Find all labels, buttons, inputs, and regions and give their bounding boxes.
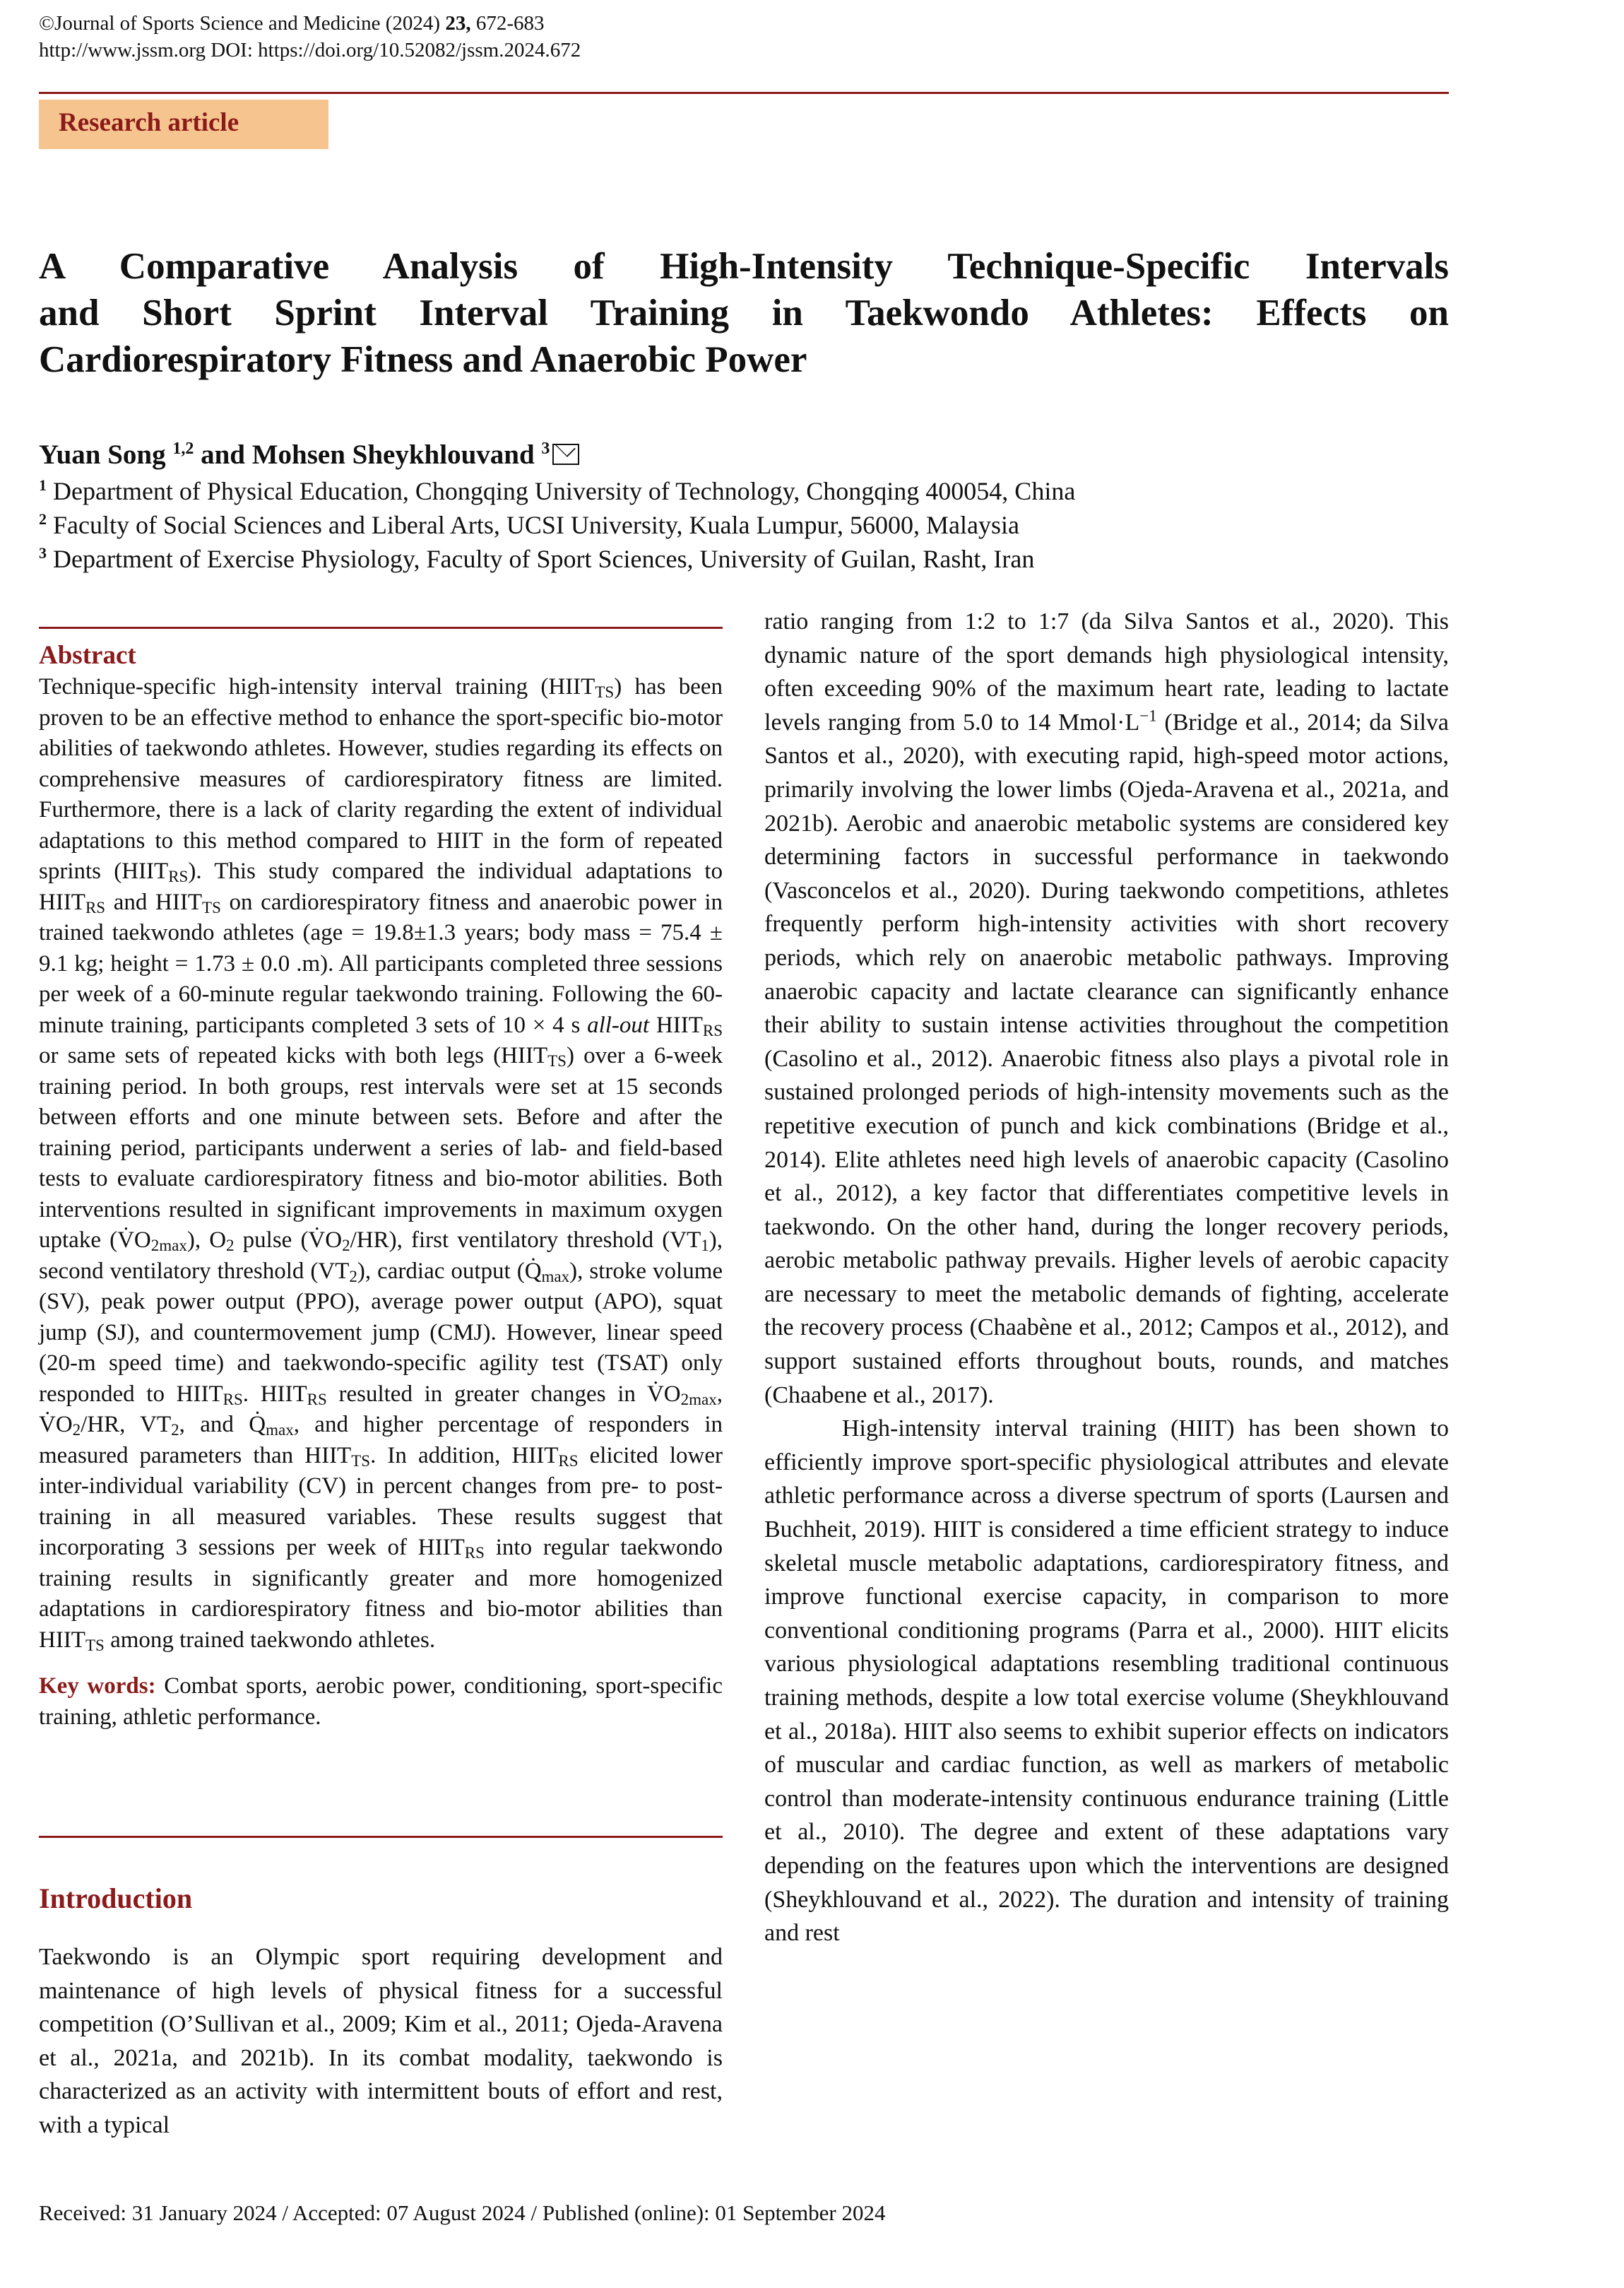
introduction-paragraph-1: Taekwondo is an Olympic sport requiring development and maintenance of high levels of physical fitness for a successful competition (O’Sullivan et al., 2009; Kim et al., 2011; Ojeda-Aravena et al., 2021a, and 2021b). In its combat modality, taekwondo is characterized as an activity with intermittent bouts of effort and rest, with a typical (39, 1944, 723, 2138)
author-1: Yuan Song (39, 440, 173, 470)
affiliation-3-num: 3 (39, 544, 47, 562)
left-column (39, 639, 723, 1733)
keywords-text: Combat sports, aerobic power, conditioning, sport-specific training, athletic performance. (39, 1673, 723, 1730)
journal-volume: 23, (445, 12, 471, 35)
publication-dates: Received: 31 January 2024 / Accepted: 07 August 2024 / Published (online): 01 September 2024 (39, 2200, 886, 2225)
journal-pages: 672-683 (470, 12, 545, 35)
journal-citation: ©Journal of Sports Science and Medicine (2024) (39, 12, 446, 35)
title-line-1: A Comparative Analysis of High-Intensity Technique-Specific Intervals (39, 246, 1449, 287)
article-type-label: Research article (59, 108, 239, 137)
abstract-body: Technique-specific high-intensity interval training $(HIIT_{TS})$ has been proven to be an effective method to enhance the sport-specific bio-motor abilities of taekwondo athletes. However, studies regarding its effects on comprehensive measures of cardiorespiratory fitness are limited. Furthermore, there is a lack of clarity regarding the extent of individual adaptations to this method compared to HIIT in the form of repeated sprints $(HIIT_{RS})$. This study compared the individual adaptations to $HIIT_{RS}$ and $HIIT_{TS}$ on cardiorespiratory fitness and anaerobic power in trained taekwondo athletes (age = 19.8±1.3 years; body mass = 75.4 ± 9.1 kg; height = 1.73 ± 0.0 .m). All participants completed three sessions per week of a 60-minute regular taekwondo training. Following the 60-minute training, participants completed 3 sets of 10 × 4 s all-out $HIIT_{RS}$ or same sets of repeated kicks with both legs $(HIIT_{TS})$ over a 6-week training period. In both groups, rest intervals were set at 15 seconds between efforts and one minute between sets. Before and after the training period, participants underwent a series of lab- and field-based tests to evaluate cardiorespiratory fitness and bio-motor abilities. Both interventions resulted in significant improvements in maximum oxygen uptake $(V̇O_{2max})$, $O_2$ pulse $(V̇O_2/HR)$, first ventilatory threshold $(VT_1)$, second ventilatory threshold $(VT_2)$, cardiac output $(Q̇_{max})$, stroke volume (SV), peak power output (PPO), average power output (APO), squat jump (SJ), and countermovement jump (CMJ). However, linear speed (20-m speed time) and taekwondo-specific agility test (TSAT) only responded to $HIIT_{RS}$. $HIIT_{RS}$ resulted in greater changes in $V̇O_{2max}$, $V̇O_2/HR$, $VT_2$, and $Q̇_{max}$, and higher percentage of responders in measured parameters than $HIIT_{TS}$. In addition, $HIIT_{RS}$ elicited lower inter-individual variability (CV) in percent changes from pre- to post-training in all measured variables. These results suggest that incorporating 3 sessions per week of $HIIT_{RS}$ into regular taekwondo training results in significantly greater and more homogenized adaptations in cardiorespiratory fitness and bio-motor abilities than $HIIT_{TS}$ among trained taekwondo athletes. (39, 674, 723, 1654)
affiliation-1-text: Department of Physical Education, Chongqing University of Technology, Chongqing 400054, China (47, 477, 1076, 505)
author-list (39, 431, 579, 473)
keywords (39, 1671, 723, 1733)
affiliation-1-num: 1 (39, 476, 47, 494)
introduction-heading: Introduction (39, 1882, 193, 1914)
author-join: and Mohsen Sheykhlouvand (194, 440, 542, 470)
affiliation-2-num: 2 (39, 510, 47, 528)
introduction-section (39, 1881, 723, 2142)
affiliation-2 (39, 503, 1019, 541)
keywords-label: Key words: (39, 1673, 156, 1699)
affiliation-3-text: Department of Exercise Physiology, Faculty of Sport Sciences, University of Guilan, Rasht, Iran (47, 545, 1035, 573)
author-2-affil: 3 (541, 440, 550, 458)
affiliation-1 (39, 469, 1075, 507)
right-column (764, 605, 1449, 1950)
email-envelope-icon[interactable] (552, 444, 579, 465)
header-rule (39, 92, 1449, 94)
author-1-affil: 1,2 (172, 440, 194, 458)
title-line-2: and Short Sprint Interval Training in Taekwondo Athletes: Effects on (39, 293, 1449, 334)
title-line-3: Cardiorespiratory Fitness and Anaerobic Power (39, 339, 807, 380)
abstract-heading: Abstract (39, 641, 136, 670)
article-title (39, 243, 1449, 383)
affiliation-2-text: Faculty of Social Sciences and Liberal Arts, UCSI University, Kuala Lumpur, 56000, Malaysia (47, 511, 1019, 539)
abstract-top-rule (39, 627, 723, 629)
right-paragraph-1: ratio ranging from 1:2 to 1:7 (da Silva Santos et al., 2020). This dynamic nature of the sport demands high physiological intensity, often exceeding 90% of the maximum heart rate, leading to lactate levels ranging from 5.0 to 14 $Mmol\cdot L^{-1}$ (Bridge et al., 2014; da Silva Santos et al., 2020), with executing rapid, high-speed motor actions, primarily involving the lower limbs (Ojeda-Aravena et al., 2021a, and 2021b). Aerobic and anaerobic metabolic systems are considered key determining factors in successful performance in taekwondo (Vasconcelos et al., 2020). During taekwondo competitions, athletes frequently perform high-intensity activities with short recovery periods, which rely on anaerobic metabolic pathways. Improving anaerobic capacity and lactate clearance can significantly enhance their ability to sustain intense activities throughout the competition (Casolino et al., 2012). Anaerobic fitness also plays a pivotal role in sustained prolonged periods of high-intensity movements such as the repetitive execution of punch and kick combinations (Bridge et al., 2014). Elite athletes need high levels of anaerobic capacity (Casolino et al., 2012), a key factor that differentiates competitive levels in taekwondo. On the other hand, during the longer recovery periods, aerobic metabolic pathway prevails. Higher levels of aerobic capacity are necessary to meet the metabolic demands of fighting, accelerate the recovery process (Chaabène et al., 2012; Campos et al., 2012), and support sustained efforts throughout bouts, rounds, and matches (Chaabene et al., 2017). (764, 608, 1449, 1408)
journal-header (39, 10, 581, 64)
article-type-badge (39, 100, 328, 149)
right-paragraph-2: High-intensity interval training (HIIT) has been shown to efficiently improve sport-specific physiological attributes and elevate athletic performance across a diverse spectrum of sports (Laursen and Buchheit, 2019). HIIT is considered a time efficient strategy to induce skeletal muscle metabolic adaptations, cardiorespiratory fitness, and improve functional exercise capacity, in comparison to more conventional conditioning programs (Parra et al., 2000). HIIT elicits various physiological adaptations resembling traditional continuous training methods, despite a low total exercise volume (Sheykhlouvand et al., 2018a). HIIT also seems to exhibit superior effects on indicators of muscular and cardiac function, as well as markers of metabolic control than moderate-intensity continuous endurance training (Little et al., 2010). The degree and extent of these adaptations vary depending on the features upon which the interventions are designed (Sheykhlouvand et al., 2022). The duration and intensity of training and rest (764, 1415, 1449, 1947)
journal-doi-line[interactable]: http://www.jssm.org DOI: https://doi.org/10.52082/jssm.2024.672 (39, 39, 581, 61)
abstract-bottom-rule (39, 1836, 723, 1838)
affiliation-3 (39, 537, 1034, 575)
